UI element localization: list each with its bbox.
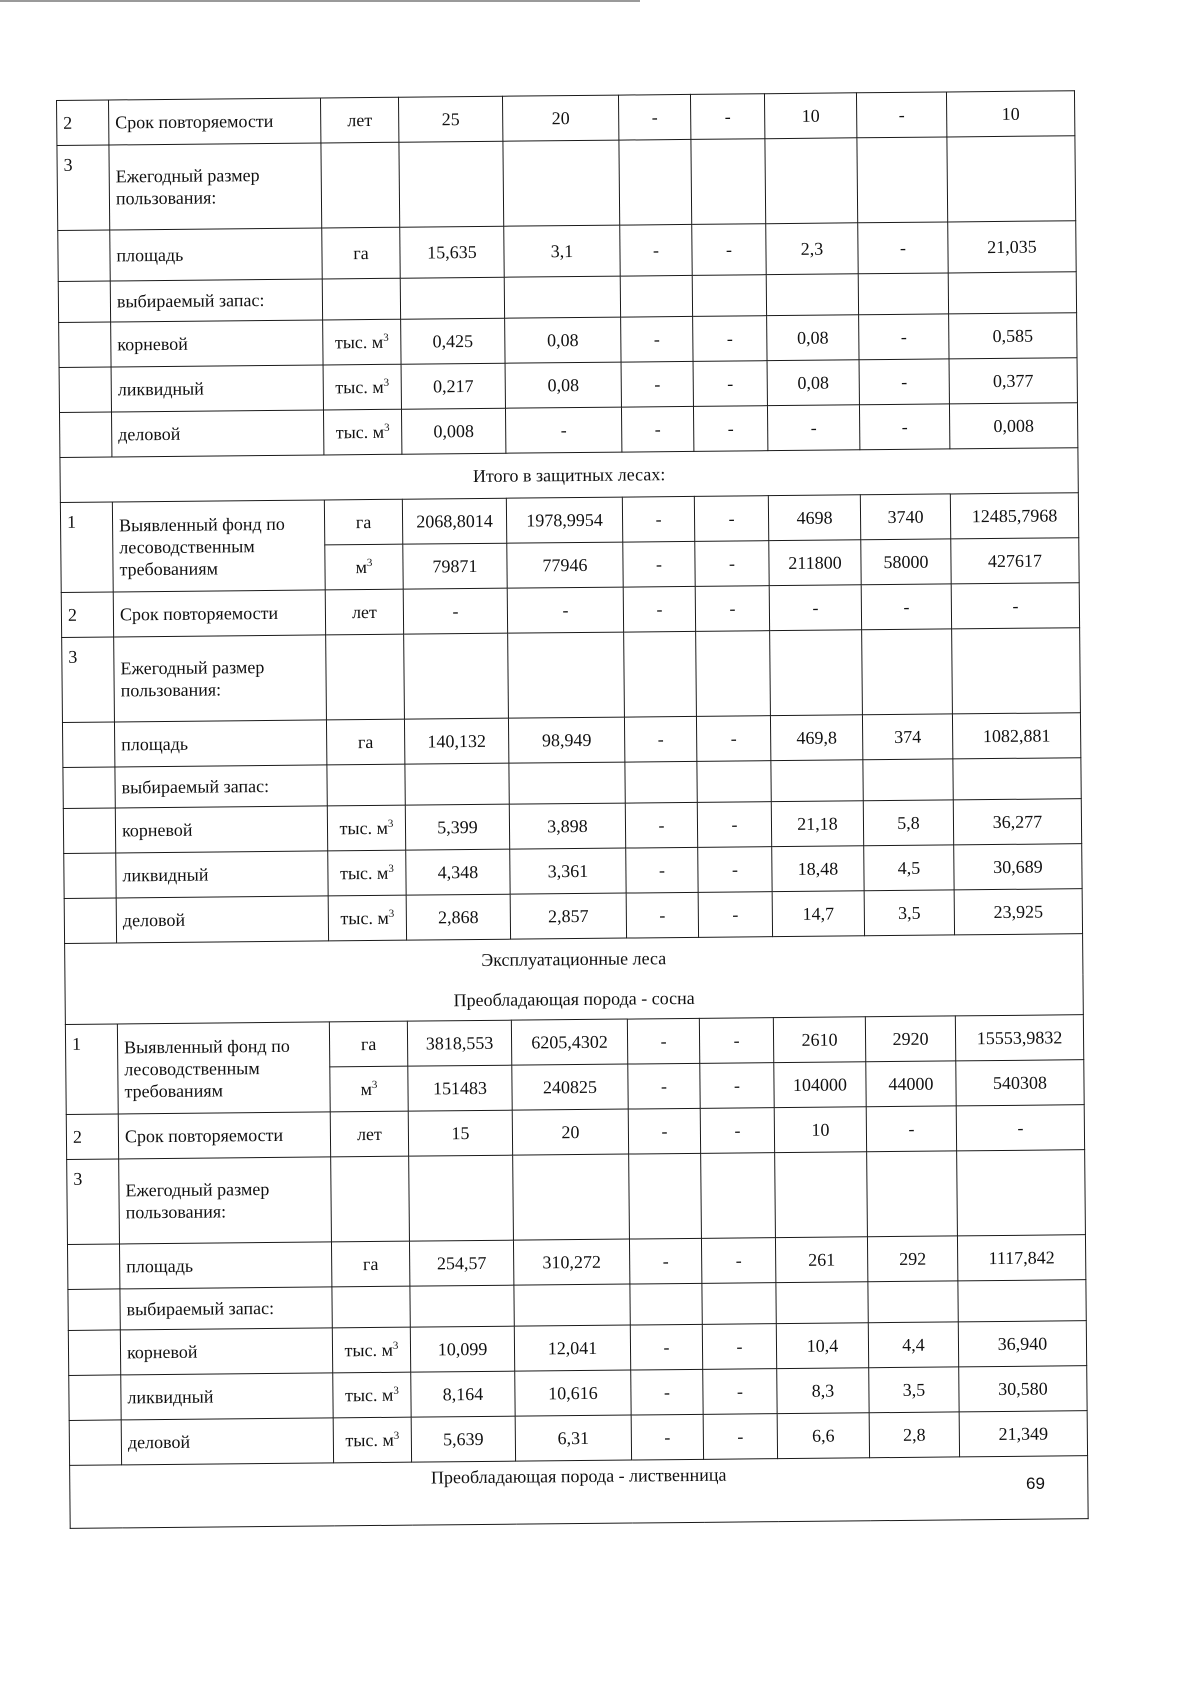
row-number: 1: [65, 1024, 118, 1114]
value-cell: 261: [775, 1237, 867, 1283]
value-cell: 2068,8014: [402, 498, 506, 544]
value-cell: 3,1: [504, 225, 620, 277]
value-cell: -: [628, 1063, 700, 1109]
value-cell: -: [698, 847, 772, 893]
row-name: ликвидный: [111, 365, 323, 412]
value-cell: 21,18: [771, 801, 863, 847]
row-name: корневой: [120, 1328, 332, 1375]
value-cell: 25: [398, 96, 502, 142]
value-cell: 540308: [956, 1060, 1084, 1106]
row-name: Ежегодный размер пользования:: [114, 635, 327, 722]
value-cell: 58000: [861, 539, 951, 585]
row-name: Ежегодный размер пользования:: [119, 1157, 332, 1244]
scan-edge-line: [0, 0, 640, 2]
value-cell: 2610: [773, 1017, 865, 1063]
value-cell: 4,4: [868, 1322, 958, 1368]
value-cell: 10: [774, 1107, 866, 1153]
value-cell: -: [703, 1414, 777, 1460]
value-cell: -: [693, 316, 767, 362]
value-cell: 240825: [512, 1064, 628, 1110]
value-cell: -: [628, 1108, 700, 1154]
value-cell: -: [631, 1369, 703, 1415]
value-cell: 3,898: [509, 803, 625, 849]
value-cell: -: [621, 361, 693, 407]
value-cell: -: [703, 1369, 777, 1415]
value-cell: 44000: [866, 1061, 956, 1107]
value-cell: -: [859, 359, 949, 405]
value-cell: -: [627, 1018, 699, 1064]
value-cell: 3,361: [510, 848, 626, 894]
value-cell: 0,08: [767, 315, 859, 361]
section-row: [70, 1456, 1089, 1529]
section-heading: Преобладающая порода - лиственница: [70, 1456, 1089, 1529]
value-cell: 0,08: [505, 362, 621, 408]
value-cell: -: [621, 406, 693, 452]
value-cell: -: [505, 407, 621, 453]
row-name: выбираемый запас:: [120, 1287, 332, 1330]
table-row: [57, 136, 1076, 231]
value-cell: 211800: [769, 540, 861, 586]
row-number: 3: [57, 145, 110, 230]
value-cell: 2,8: [869, 1412, 959, 1458]
value-cell: -: [620, 224, 692, 276]
value-cell: -: [856, 92, 946, 138]
value-cell: 0,08: [767, 360, 859, 406]
value-cell: -: [700, 1108, 774, 1154]
value-cell: 469,8: [770, 715, 862, 761]
section-heading: Преобладающая порода - сосна: [65, 974, 1083, 1024]
value-cell: -: [701, 1238, 775, 1284]
row-unit: лет: [325, 589, 403, 635]
value-cell: 3,5: [864, 890, 954, 936]
row-unit: тыс. $м^3$: [323, 364, 401, 410]
value-cell: 20: [502, 95, 618, 141]
row-number: 3: [62, 637, 115, 722]
value-cell: 292: [867, 1236, 957, 1282]
value-cell: -: [626, 847, 698, 893]
value-cell: 3818,553: [407, 1020, 511, 1066]
row-name: Выявленный фонд по лесоводственным требованиям: [112, 500, 325, 592]
value-cell: -: [621, 316, 693, 362]
row-name: Срок повторяемости: [109, 98, 321, 145]
value-cell: 10,099: [410, 1326, 514, 1372]
value-cell: -: [695, 586, 769, 632]
value-cell: -: [695, 541, 769, 587]
row-unit: га: [326, 719, 404, 765]
row-number: 2: [66, 1114, 118, 1159]
value-cell: 1082,881: [952, 713, 1080, 759]
row-unit: лет: [320, 97, 398, 143]
value-cell: -: [629, 1238, 701, 1284]
value-cell: 10: [946, 91, 1074, 137]
value-cell: -: [626, 892, 698, 938]
row-name: деловой: [116, 896, 328, 943]
row-number: 2: [61, 592, 113, 637]
value-cell: 12,041: [514, 1325, 630, 1371]
row-number: 1: [60, 502, 113, 592]
value-cell: -: [697, 802, 771, 848]
row-unit: $м^3$: [325, 544, 403, 590]
value-cell: 140,132: [404, 718, 508, 764]
row-unit: тыс. $м^3$: [333, 1417, 411, 1463]
value-cell: 15: [408, 1110, 512, 1156]
value-cell: -: [859, 314, 949, 360]
row-unit: тыс. $м^3$: [327, 805, 405, 851]
value-cell: -: [630, 1324, 702, 1370]
row-name: Срок повторяемости: [118, 1112, 330, 1159]
value-cell: 5,639: [411, 1416, 515, 1462]
value-cell: 23,925: [954, 889, 1082, 935]
value-cell: -: [624, 716, 696, 762]
value-cell: -: [769, 585, 861, 631]
row-name: Срок повторяемости: [113, 590, 325, 637]
value-cell: 15,635: [400, 226, 504, 278]
row-unit: га: [331, 1241, 409, 1287]
value-cell: -: [693, 406, 767, 452]
row-name: Выявленный фонд по лесоводственным требованиям: [117, 1022, 330, 1114]
row-unit: тыс. $м^3$: [328, 895, 406, 941]
value-cell: 14,7: [772, 891, 864, 937]
section-heading: Эксплуатационные леса: [65, 934, 1083, 984]
row-number: 3: [67, 1159, 120, 1244]
value-cell: 36,940: [958, 1321, 1086, 1367]
value-cell: 0,425: [401, 318, 505, 364]
value-cell: 1117,842: [957, 1235, 1085, 1281]
value-cell: 0,008: [949, 403, 1077, 449]
row-name: Ежегодный размер пользования:: [109, 143, 322, 230]
value-cell: -: [956, 1105, 1084, 1151]
row-unit: тыс. $м^3$: [333, 1372, 411, 1418]
value-cell: 4698: [768, 495, 860, 541]
value-cell: 30,689: [954, 844, 1082, 890]
value-cell: -: [698, 892, 772, 938]
value-cell: 5,399: [405, 804, 509, 850]
value-cell: -: [623, 586, 695, 632]
value-cell: -: [507, 587, 623, 633]
value-cell: 374: [862, 714, 952, 760]
value-cell: -: [403, 588, 507, 634]
row-unit: тыс. $м^3$: [332, 1327, 410, 1373]
value-cell: -: [694, 496, 768, 542]
value-cell: 0,08: [505, 317, 621, 363]
value-cell: 18,48: [772, 846, 864, 892]
value-cell: 6,31: [515, 1415, 631, 1461]
value-cell: 30,580: [959, 1366, 1087, 1412]
row-unit: га: [324, 499, 402, 545]
value-cell: -: [858, 222, 948, 274]
row-unit: $м^3$: [330, 1066, 408, 1112]
value-cell: 98,949: [508, 717, 624, 763]
value-cell: 3740: [860, 494, 950, 540]
row-name: деловой: [111, 410, 323, 457]
value-cell: -: [702, 1324, 776, 1370]
value-cell: 104000: [774, 1062, 866, 1108]
value-cell: 8,3: [777, 1368, 869, 1414]
value-cell: 77946: [507, 542, 623, 588]
value-cell: -: [631, 1414, 703, 1460]
row-name: ликвидный: [116, 851, 328, 898]
row-unit: га: [329, 1021, 407, 1067]
row-name: площадь: [119, 1242, 331, 1289]
value-cell: 1978,9954: [506, 497, 622, 543]
value-cell: -: [859, 404, 949, 450]
value-cell: -: [767, 405, 859, 451]
table-row: [67, 1150, 1086, 1245]
value-cell: 0,008: [401, 408, 505, 454]
row-name: выбираемый запас:: [110, 279, 322, 322]
value-cell: 254,57: [409, 1240, 513, 1286]
row-name: корневой: [111, 320, 323, 367]
row-name: деловой: [121, 1418, 333, 1465]
value-cell: 0,377: [949, 358, 1077, 404]
value-cell: 4,348: [406, 849, 510, 895]
value-cell: 79871: [403, 543, 507, 589]
value-cell: 3,5: [869, 1367, 959, 1413]
row-unit: тыс. $м^3$: [323, 409, 401, 455]
row-unit: лет: [330, 1111, 408, 1157]
value-cell: 4,5: [864, 845, 954, 891]
value-cell: 151483: [408, 1065, 512, 1111]
row-number: 2: [57, 100, 109, 145]
row-name: выбираемый запас:: [115, 765, 327, 808]
value-cell: -: [700, 1063, 774, 1109]
table-row: [62, 628, 1081, 723]
value-cell: 21,349: [959, 1411, 1087, 1457]
value-cell: -: [696, 716, 770, 762]
value-cell: 310,272: [513, 1239, 629, 1285]
row-unit: тыс. $м^3$: [323, 319, 401, 365]
page-number: 69: [1026, 1474, 1045, 1493]
value-cell: -: [623, 541, 695, 587]
row-name: площадь: [110, 228, 322, 281]
row-unit: га: [322, 227, 400, 279]
section-heading: Итого в защитных лесах:: [60, 448, 1078, 503]
value-cell: 2920: [865, 1016, 955, 1062]
row-unit: тыс. $м^3$: [328, 850, 406, 896]
value-cell: -: [618, 94, 690, 140]
value-cell: -: [622, 496, 694, 542]
value-cell: 8,164: [411, 1371, 515, 1417]
value-cell: -: [690, 94, 764, 140]
value-cell: 36,277: [953, 799, 1081, 845]
value-cell: 10,616: [515, 1370, 631, 1416]
row-name: корневой: [115, 806, 327, 853]
value-cell: 0,585: [949, 313, 1077, 359]
value-cell: 12485,7968: [950, 493, 1078, 539]
value-cell: -: [861, 584, 951, 630]
value-cell: 0,217: [401, 363, 505, 409]
row-name: площадь: [114, 720, 326, 767]
value-cell: 427617: [951, 538, 1079, 584]
value-cell: 2,3: [766, 223, 858, 275]
value-cell: 21,035: [948, 221, 1076, 273]
value-cell: 20: [512, 1109, 628, 1155]
value-cell: -: [866, 1106, 956, 1152]
value-cell: 5,8: [863, 800, 953, 846]
value-cell: 10,4: [776, 1323, 868, 1369]
value-cell: 6,6: [777, 1413, 869, 1459]
value-cell: -: [699, 1018, 773, 1064]
value-cell: -: [951, 583, 1079, 629]
value-cell: -: [693, 361, 767, 407]
value-cell: 2,857: [510, 893, 626, 939]
value-cell: 15553,9832: [955, 1015, 1083, 1061]
value-cell: 10: [764, 93, 856, 139]
value-cell: 6205,4302: [511, 1019, 627, 1065]
value-cell: -: [625, 802, 697, 848]
forest-use-table: [56, 90, 1089, 1529]
value-cell: 2,868: [406, 894, 510, 940]
value-cell: -: [692, 224, 766, 276]
row-name: ликвидный: [121, 1373, 333, 1420]
